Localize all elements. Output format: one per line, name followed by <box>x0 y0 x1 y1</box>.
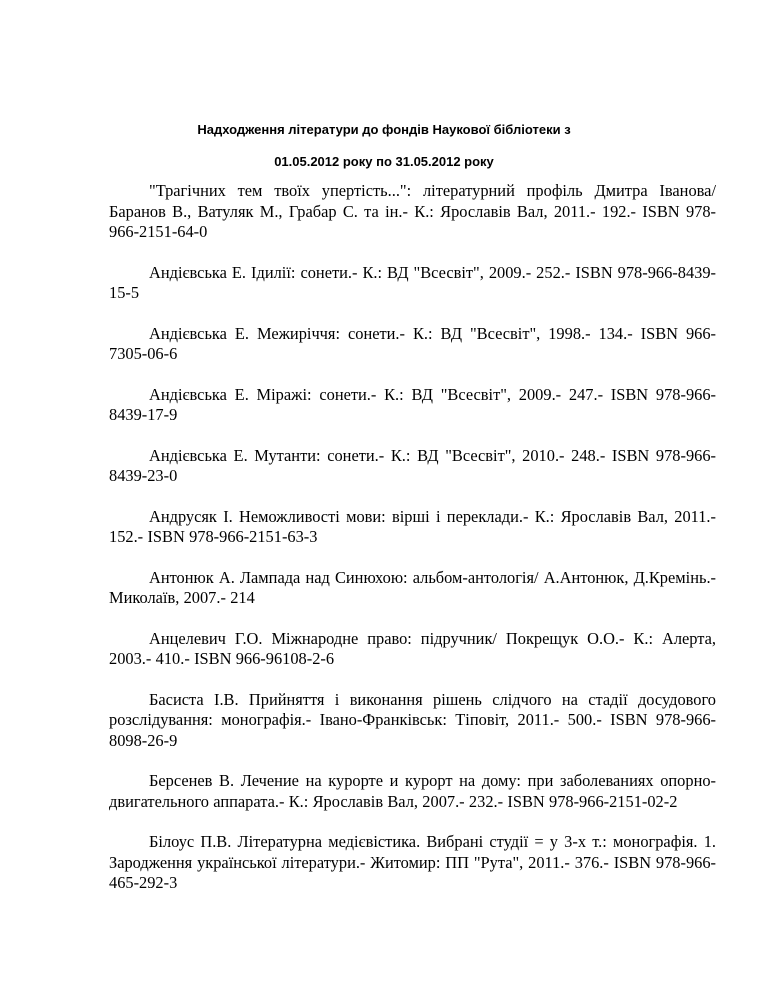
document-title: Надходження літератури до фондів Наукової бібліотеки з <box>197 122 571 137</box>
bibliography-entry: Андієвська Е. Ідилії: сонети.- К.: ВД "Всесвіт", 2009.- 252.- ISBN 978-966-8439-15-5 <box>109 262 716 302</box>
date-range: 01.05.2012 року по 31.05.2012 року <box>274 154 494 169</box>
bibliography-entry: "Трагічних тем твоїх упертість...": літературний профіль Дмитра Іванова/ Баранов В., Ватуляк М., Грабар С. та ін.- К.: Ярославів Вал, 2011.- 192.- ISBN 978-966-2151-64-0 <box>109 181 716 241</box>
bibliography-entry: Антонюк А. Лампада над Синюхою: альбом-антологія/ А.Антонюк, Д.Кремінь.- Миколаїв, 2007.- 214 <box>109 567 716 607</box>
bibliography-entry: Білоус П.В. Літературна медієвістика. Вибрані студії = у 3-х т.: монографія. 1. Зародження української літератури.- Житомир: ПП "Рута", 2011.- 376.- ISBN 978-966-465-292-3 <box>109 832 716 892</box>
bibliography-entry: Андієвська Е. Міражі: сонети.- К.: ВД "Всесвіт", 2009.- 247.- ISBN 978-966-8439-17-9 <box>109 384 716 424</box>
bibliography-entry: Андієвська Е. Межиріччя: сонети.- К.: ВД "Всесвіт", 1998.- 134.- ISBN 966-7305-06-6 <box>109 323 716 363</box>
bibliography-entry: Берсенев В. Лечение на курорте и курорт на дому: при заболеваниях опорно-двигательного аппарата.- К.: Ярославів Вал, 2007.- 232.- ISBN 978-966-2151-02-2 <box>109 771 716 811</box>
bibliography-entry: Басиста І.В. Прийняття і виконання рішень слідчого на стадії досудового розслідування: монографія.- Івано-Франківськ: Тіповіт, 2011.- 500.- ISBN 978-966-8098-26-9 <box>109 689 716 750</box>
bibliography-entry: Анцелевич Г.О. Міжнародне право: підручник/ Покрещук О.О.- К.: Алерта, 2003.- 410.- ISBN 966-96108-2-6 <box>109 628 716 668</box>
bibliography-entry: Андієвська Е. Мутанти: сонети.- К.: ВД "Всесвіт", 2010.- 248.- ISBN 978-966-8439-23-0 <box>109 445 716 485</box>
bibliography-entry: Андрусяк І. Неможливості мови: вірші і переклади.- К.: Ярославів Вал, 2011.- 152.- ISBN 978-966-2151-63-3 <box>109 506 716 546</box>
bibliography-list <box>109 181 716 914</box>
